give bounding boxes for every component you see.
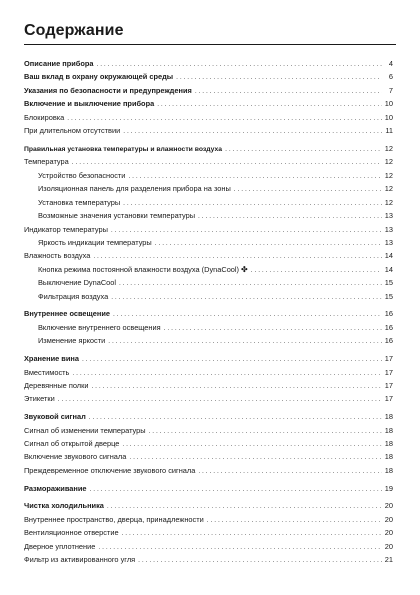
dot-leader [108,335,382,348]
toc-entry-label: Внутреннее освещение [24,309,110,319]
toc-entry-label: Яркость индикации температуры [38,237,152,247]
dot-leader [176,71,382,84]
toc-entry-page-number: 17 [384,367,393,377]
toc-entry[interactable] [24,142,393,155]
toc-entry-label: Описание прибора [24,59,94,68]
toc-entry-page-number: 13 [384,224,393,234]
dot-leader [111,224,382,237]
toc-entry-label: При длительном отсутствии [24,126,121,136]
toc-entry-page-number: 6 [388,72,393,82]
toc-entry[interactable] [24,155,393,168]
toc-entry-page-number: 12 [384,143,393,153]
toc-entry-page-number: 20 [384,528,393,538]
toc-entry-label: Включение внутреннего освещения [38,322,161,332]
toc-entry-page-number: 13 [384,211,393,221]
toc-entry[interactable] [24,482,393,495]
toc-entry[interactable] [24,392,393,405]
toc-entry-page-number: 17 [384,380,393,390]
dot-leader [90,483,383,496]
toc-entry-label: Дверное уплотнение [24,541,96,551]
toc-entry-label: Изменение яркости [38,336,106,346]
dot-leader [122,438,382,451]
dot-leader [82,353,382,366]
toc-entry-label: Индикатор температуры [24,224,108,234]
dot-leader [164,322,382,335]
toc-entry-page-number: 20 [384,501,393,511]
toc-entry-page-number: 12 [384,170,393,180]
dot-leader [129,451,382,464]
toc-entry-page-number: 17 [384,394,393,404]
toc-entry[interactable] [24,70,393,83]
toc-entry-label: Возможные значения установки температуры [38,211,196,221]
toc-entry[interactable] [24,84,393,97]
toc-entry-page-number: 7 [388,85,393,95]
toc-entry-page-number: 18 [384,465,393,475]
toc-entry[interactable] [24,352,393,365]
dot-leader [58,393,382,406]
toc-entry[interactable] [24,97,393,110]
toc-entry-page-number: 20 [384,541,393,551]
toc-entry-label: Правильная установка температуры и влажности воздуха [24,145,223,153]
dot-leader [195,85,382,98]
dot-leader [67,112,382,125]
toc-entry-label: Фильтр из активированного угля [24,555,136,565]
fan-icon: ✤ [241,264,248,274]
toc-entry-label: Фильтрация воздуха [38,291,109,301]
dot-leader [155,237,382,250]
toc-entry-page-number: 20 [384,514,393,524]
toc-entry-page-number: 15 [384,278,393,288]
toc-entry-label: Изоляционная панель для разделения прибора на зоны [38,184,231,194]
dot-leader [96,58,382,71]
dot-leader [128,170,382,183]
toc-entry[interactable] [24,540,393,553]
page-header [24,18,396,45]
toc-entry-page-number: 18 [384,452,393,462]
dot-leader [149,425,382,438]
toc-entry-label: Сигнал об изменении температуры [24,425,146,435]
toc-entry[interactable] [24,379,393,392]
dot-leader [91,380,382,393]
toc-entry-page-number: 18 [384,425,393,435]
toc-entry-page-number: 12 [384,197,393,207]
toc-entry-page-number: 12 [384,157,393,167]
toc-entry-page-number: 12 [384,184,393,194]
toc-entry[interactable] [24,513,393,526]
toc-entry[interactable] [24,182,393,195]
toc-entry[interactable] [24,424,393,437]
toc-entry[interactable] [24,169,393,182]
dot-leader [198,465,382,478]
toc-entry-page-number: 4 [388,59,393,68]
toc-entry[interactable] [24,57,393,70]
toc-entry[interactable] [24,437,393,450]
toc-entry[interactable] [24,410,393,423]
dot-leader [138,554,382,567]
toc-entry-page-number: 10 [384,99,393,109]
dot-leader [123,125,382,138]
toc-entry-page-number: 15 [384,291,393,301]
dot-leader [225,143,382,156]
toc-entry-page-number: 17 [384,354,393,364]
toc-entry-label: Деревянные полки [24,380,89,390]
dot-leader [157,98,382,111]
toc-entry[interactable] [24,553,393,566]
toc-entry-label: Преждевременное отключение звукового сигнала [24,465,196,475]
page-title: Содержание [24,22,124,39]
toc-entry-label: Вентиляционное отверстие [24,528,119,538]
toc-entry-page-number: 18 [384,412,393,422]
toc-entry[interactable] [24,464,393,477]
toc-entry-label: Температура [24,157,69,167]
dot-leader [122,527,382,540]
toc-entry[interactable] [24,196,393,209]
dot-leader [207,514,382,527]
dot-leader [123,197,382,210]
toc-entry[interactable] [24,249,393,262]
toc-entry-label: Размораживание [24,483,87,493]
toc-entry[interactable] [24,111,393,124]
toc-entry-label: Установка температуры [38,197,121,207]
toc-entry[interactable] [24,236,393,249]
dot-leader [234,183,382,196]
dot-leader [107,500,382,513]
dot-leader [119,277,382,290]
toc-entry-page-number: 18 [384,439,393,448]
toc-entry[interactable] [24,307,393,320]
toc-entry-page-number: 14 [384,251,393,261]
toc-entry-label: Этикетки [24,394,55,404]
dot-leader [72,367,382,380]
toc-entry-label: Ваш вклад в охрану окружающей среды [24,72,174,82]
toc-entry[interactable] [24,124,393,137]
toc-entry-page-number: 21 [384,555,393,565]
toc-entry-label: Включение звукового сигнала [24,452,127,462]
toc-entry-label: Хранение вина [24,354,79,364]
toc-entry[interactable] [24,290,393,303]
toc-entry[interactable] [24,526,393,539]
toc-entry-label: Вместимость [24,367,70,377]
toc-entry-page-number: 14 [384,264,393,274]
toc-entry[interactable] [24,321,393,334]
dot-leader [111,291,382,304]
toc-entry[interactable] [24,450,393,463]
toc-entry-page-number: 16 [384,336,393,346]
toc-entry[interactable] [24,223,393,236]
toc-entry[interactable] [24,209,393,222]
toc-entry-page-number: 16 [384,322,393,332]
toc-entry-label: Звуковой сигнал [24,412,86,422]
toc-entry[interactable] [24,366,393,379]
dot-leader [98,541,382,554]
toc-entry[interactable] [24,263,393,276]
toc-entry-page-number: 19 [384,483,393,493]
toc-entry-label: Чистка холодильника [24,501,104,511]
dot-leader [72,156,382,169]
dot-leader [251,264,382,277]
toc-entry-label: Сигнал об открытой дверце [24,439,120,448]
toc-entry-label: Влажность воздуха [24,251,91,261]
toc-entry-label: Устройство безопасности [38,170,126,180]
toc-entry-page-number: 16 [384,309,393,319]
toc-entry[interactable] [24,334,393,347]
dot-leader [93,250,382,263]
table-of-contents [24,57,393,567]
dot-leader [113,308,382,321]
toc-entry-label: Внутреннее пространство, дверца, принадлежности [24,514,204,524]
toc-entry[interactable] [24,499,393,512]
toc-entry-label: Указания по безопасности и предупреждения [24,85,192,95]
toc-entry-page-number: 10 [384,112,393,122]
toc-entry[interactable] [24,276,393,289]
toc-entry-label: Кнопка режима постоянной влажности воздуха (DynaCool) [38,264,240,274]
dot-leader [89,411,382,424]
toc-entry-label: Включение и выключение прибора [24,99,155,109]
toc-entry-label: Блокировка [24,112,65,122]
toc-entry-page-number: 11 [385,126,393,136]
toc-entry-page-number: 13 [384,237,393,247]
toc-entry-label: Выключение DynaCool [38,278,117,288]
dot-leader [198,210,382,223]
